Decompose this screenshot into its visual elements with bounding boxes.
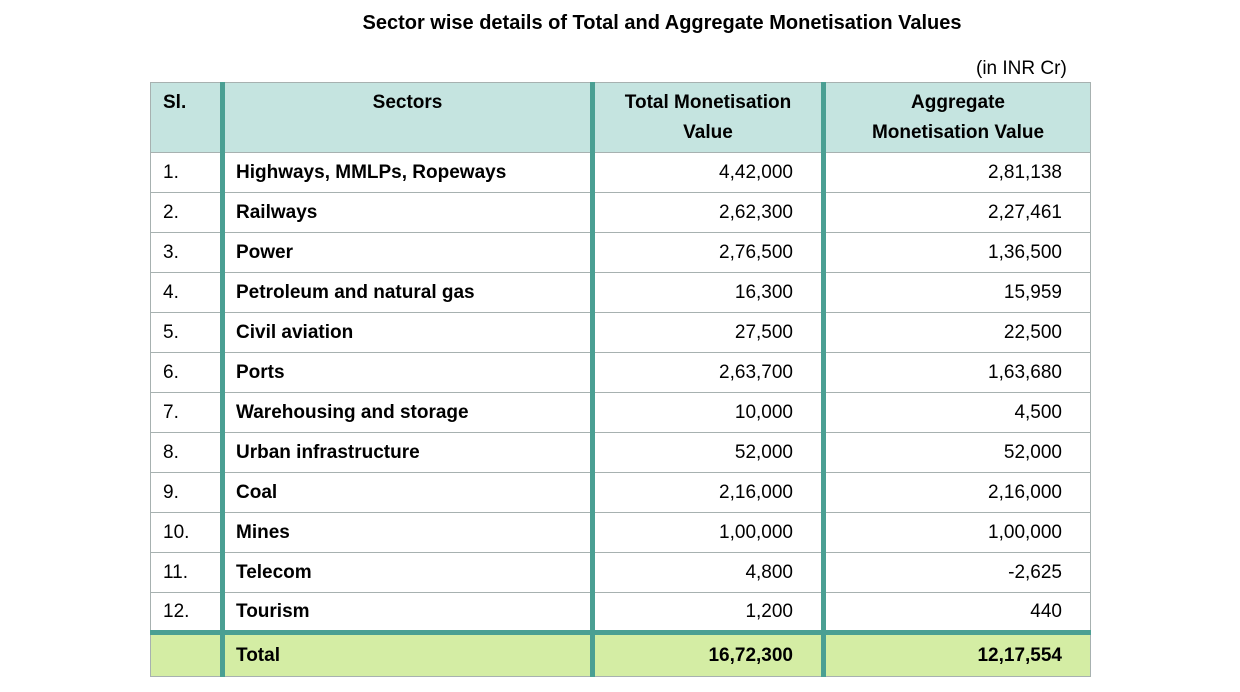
total-cell: 10,000 xyxy=(593,393,824,433)
total-cell: 16,300 xyxy=(593,273,824,313)
total-cell: 52,000 xyxy=(593,433,824,473)
table-row xyxy=(151,273,1091,313)
header-aggregate-line1: Aggregate xyxy=(911,92,1005,113)
aggregate-cell: 22,500 xyxy=(824,313,1091,353)
sector-cell: Power xyxy=(223,233,593,273)
header-aggregate xyxy=(824,83,1091,153)
total-label-cell: Total xyxy=(223,633,593,677)
total-cell: 1,200 xyxy=(593,593,824,633)
sl-cell: 4. xyxy=(151,273,223,313)
total-cell: 1,00,000 xyxy=(593,513,824,553)
total-cell: 4,42,000 xyxy=(593,153,824,193)
sl-cell: 2. xyxy=(151,193,223,233)
table-row xyxy=(151,433,1091,473)
table-row xyxy=(151,233,1091,273)
header-total-line2: Value xyxy=(683,122,733,143)
total-row xyxy=(151,633,1091,677)
total-cell: 2,16,000 xyxy=(593,473,824,513)
sector-cell: Petroleum and natural gas xyxy=(223,273,593,313)
aggregate-cell: 1,63,680 xyxy=(824,353,1091,393)
aggregate-cell: 2,16,000 xyxy=(824,473,1091,513)
total-cell: 27,500 xyxy=(593,313,824,353)
sector-cell: Civil aviation xyxy=(223,313,593,353)
total-total-cell: 16,72,300 xyxy=(593,633,824,677)
total-cell: 2,62,300 xyxy=(593,193,824,233)
sl-cell: 3. xyxy=(151,233,223,273)
table-row xyxy=(151,153,1091,193)
sector-cell: Coal xyxy=(223,473,593,513)
aggregate-cell: 2,27,461 xyxy=(824,193,1091,233)
table-row xyxy=(151,193,1091,233)
page-title: Sector wise details of Total and Aggregate Monetisation Values xyxy=(362,12,962,34)
aggregate-cell: 15,959 xyxy=(824,273,1091,313)
aggregate-cell: 440 xyxy=(824,593,1091,633)
sector-cell: Tourism xyxy=(223,593,593,633)
table-row xyxy=(151,313,1091,353)
sl-cell: 1. xyxy=(151,153,223,193)
table-row xyxy=(151,513,1091,553)
total-cell: 2,76,500 xyxy=(593,233,824,273)
total-cell: 4,800 xyxy=(593,553,824,593)
unit-note: (in INR Cr) xyxy=(976,58,1067,79)
aggregate-cell: 4,500 xyxy=(824,393,1091,433)
aggregate-cell: 1,36,500 xyxy=(824,233,1091,273)
monetisation-table xyxy=(150,82,1091,677)
header-total xyxy=(593,83,824,153)
sector-cell: Warehousing and storage xyxy=(223,393,593,433)
sl-cell: 5. xyxy=(151,313,223,353)
aggregate-cell: -2,625 xyxy=(824,553,1091,593)
sl-cell: 6. xyxy=(151,353,223,393)
sl-cell: 11. xyxy=(151,553,223,593)
sector-cell: Mines xyxy=(223,513,593,553)
sector-cell: Telecom xyxy=(223,553,593,593)
table-row xyxy=(151,553,1091,593)
header-sl: Sl. xyxy=(151,83,223,153)
header-total-line1: Total Monetisation xyxy=(624,92,792,113)
table-row xyxy=(151,473,1091,513)
header-sectors: Sectors xyxy=(223,83,593,153)
sector-cell: Ports xyxy=(223,353,593,393)
sl-cell: 12. xyxy=(151,593,223,633)
sector-cell: Railways xyxy=(223,193,593,233)
aggregate-cell: 2,81,138 xyxy=(824,153,1091,193)
table-row xyxy=(151,393,1091,433)
total-aggregate-cell: 12,17,554 xyxy=(824,633,1091,677)
header-aggregate-line2: Monetisation Value xyxy=(871,122,1045,143)
aggregate-cell: 52,000 xyxy=(824,433,1091,473)
sl-cell: 8. xyxy=(151,433,223,473)
aggregate-cell: 1,00,000 xyxy=(824,513,1091,553)
sector-cell: Highways, MMLPs, Ropeways xyxy=(223,153,593,193)
sl-cell: 7. xyxy=(151,393,223,433)
total-sl-cell xyxy=(151,633,223,677)
sl-cell: 9. xyxy=(151,473,223,513)
table-row xyxy=(151,353,1091,393)
sl-cell: 10. xyxy=(151,513,223,553)
total-cell: 2,63,700 xyxy=(593,353,824,393)
table-header-row xyxy=(151,83,1091,153)
sector-cell: Urban infrastructure xyxy=(223,433,593,473)
table-row xyxy=(151,593,1091,633)
